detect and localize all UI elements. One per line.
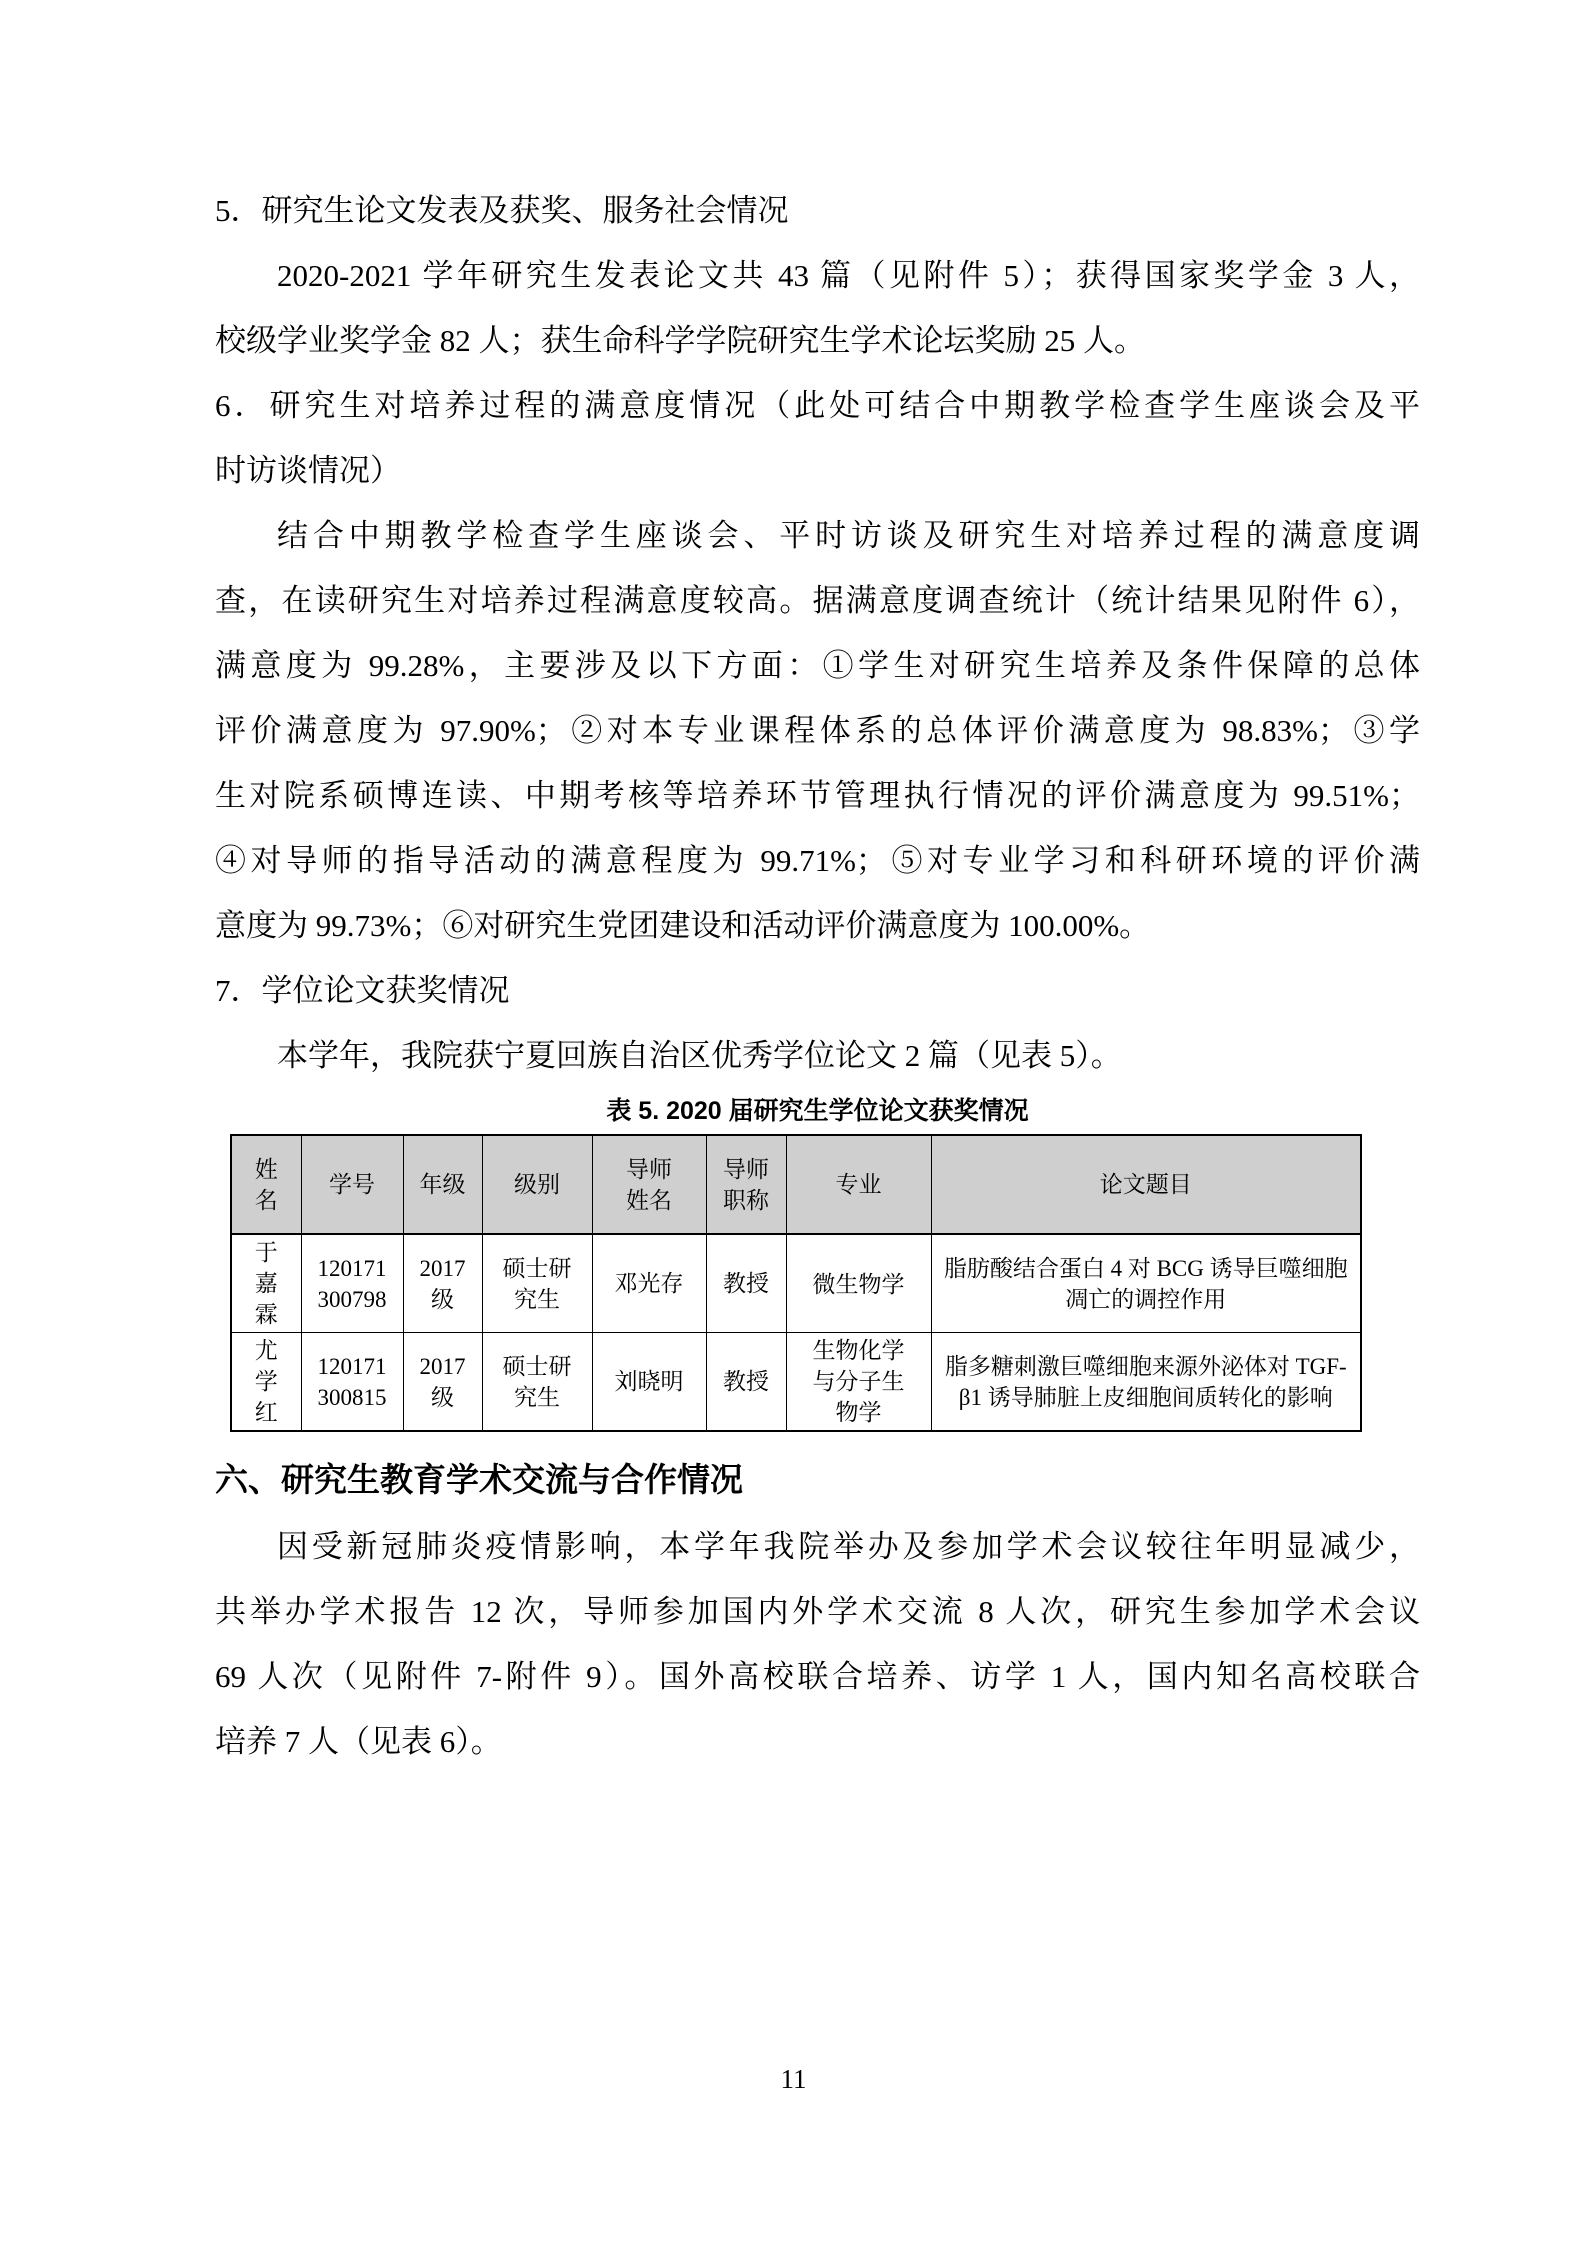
- cell-grade: [403, 1234, 482, 1333]
- text-line: ④对导师的指导活动的满意程度为 99.71%；⑤对专业学习和科研环境的评价满: [215, 843, 1420, 878]
- col-header-student-id-label: 学号: [329, 1172, 375, 1197]
- cell-level: [482, 1234, 592, 1333]
- cell-student-id-value: 120171300798: [317, 1255, 387, 1312]
- text-line: 2020-2021 学年研究生发表论文共 43 篇（见附件 5）；获得国家奖学金 3 人，: [277, 258, 1420, 293]
- text-line: 培养 7 人（见表 6）。: [215, 1724, 502, 1759]
- col-header-thesis-title: [931, 1135, 1361, 1234]
- cell-name: [231, 1333, 301, 1432]
- cell-student-id: [301, 1333, 403, 1432]
- col-header-level: [482, 1135, 592, 1234]
- heading-item-6-cont: 时访谈情况）: [215, 453, 401, 488]
- cell-advisor-name-value: 邓光存: [614, 1271, 684, 1296]
- cell-major: [786, 1333, 931, 1432]
- col-header-major: [786, 1135, 931, 1234]
- cell-advisor-title-value: 教授: [723, 1369, 769, 1394]
- heading-item-5: 5．研究生论文发表及获奖、服务社会情况: [215, 193, 789, 228]
- cell-major-value: 微生物学: [812, 1272, 905, 1298]
- text-line: 满意度为 99.28%，主要涉及以下方面：①学生对研究生培养及条件保障的总体: [215, 648, 1420, 683]
- cell-level-value: 硕士研究生: [502, 1353, 572, 1410]
- cell-grade-value: 2017级: [419, 1353, 466, 1410]
- heading-item-6: 6．研究生对培养过程的满意度情况（此处可结合中期教学检查学生座谈会及平: [215, 388, 1420, 423]
- text-line: 评价满意度为 97.90%；②对本专业课程体系的总体评价满意度为 98.83%；③学: [215, 713, 1420, 748]
- col-header-name: [231, 1135, 301, 1234]
- cell-level: [482, 1333, 592, 1432]
- cell-advisor-title-value: 教授: [723, 1271, 769, 1296]
- text-line: 意度为 99.73%；⑥对研究生党团建设和活动评价满意度为 100.00%。: [215, 908, 1151, 943]
- table-row: [231, 1234, 1361, 1333]
- col-header-level-label: 级别: [514, 1172, 560, 1197]
- text-line: 本学年，我院获宁夏回族自治区优秀学位论文 2 篇（见表 5）。: [277, 1038, 1122, 1073]
- cell-name-value: 尤学红: [254, 1338, 278, 1425]
- text-line: 因受新冠肺炎疫情影响，本学年我院举办及参加学术会议较往年明显减少，: [277, 1529, 1420, 1564]
- col-header-grade: [403, 1135, 482, 1234]
- text-line: 查，在读研究生对培养过程满意度较高。据满意度调查统计（统计结果见附件 6），: [215, 583, 1420, 618]
- cell-thesis-title: 脂多糖刺激巨噬细胞来源外泌体对 TGF-β1 诱导肺脏上皮细胞间质转化的影响: [931, 1333, 1361, 1432]
- col-header-thesis-title-label: 论文题目: [1099, 1172, 1192, 1197]
- cell-level-value: 硕士研究生: [502, 1255, 572, 1312]
- table-row: [231, 1333, 1361, 1432]
- col-header-advisor-name: [592, 1135, 706, 1234]
- table-5-caption: 表 5. 2020 届研究生学位论文获奖情况: [606, 1097, 1029, 1125]
- cell-name: [231, 1234, 301, 1333]
- text-line: 生对院系硕博连读、中期考核等培养环节管理执行情况的评价满意度为 99.51%；: [215, 778, 1420, 813]
- cell-major: [786, 1234, 931, 1333]
- cell-advisor-title: [706, 1234, 786, 1333]
- table-5-awards: [230, 1134, 1362, 1432]
- col-header-major-label: 专业: [835, 1172, 882, 1197]
- col-header-advisor-name-label: 导师姓名: [626, 1156, 672, 1213]
- cell-grade-value: 2017级: [419, 1255, 466, 1312]
- cell-advisor-name: [592, 1333, 706, 1432]
- heading-item-7: 7．学位论文获奖情况: [215, 973, 510, 1008]
- cell-advisor-title: [706, 1333, 786, 1432]
- page-number: 11: [780, 2064, 807, 2094]
- col-header-advisor-title: [706, 1135, 786, 1234]
- col-header-student-id: [301, 1135, 403, 1234]
- heading-section-6: 六、研究生教育学术交流与合作情况: [215, 1463, 743, 1499]
- cell-thesis-title: 脂肪酸结合蛋白 4 对 BCG 诱导巨噬细胞凋亡的调控作用: [931, 1234, 1361, 1333]
- text-line: 69 人次（见附件 7-附件 9）。国外高校联合培养、访学 1 人，国内知名高校联合: [215, 1659, 1420, 1694]
- cell-advisor-name-value: 刘晓明: [614, 1369, 684, 1394]
- text-line: 校级学业奖学金 82 人；获生命科学学院研究生学术论坛奖励 25 人。: [215, 323, 1145, 358]
- col-header-name-label: 姓名: [254, 1156, 278, 1213]
- cell-name-value: 于嘉霖: [254, 1240, 278, 1327]
- document-body: [215, 178, 1420, 1774]
- cell-advisor-name: [592, 1234, 706, 1333]
- text-line: 共举办学术报告 12 次，导师参加国内外学术交流 8 人次，研究生参加学术会议: [215, 1594, 1420, 1629]
- text-line: 结合中期教学检查学生座谈会、平时访谈及研究生对培养过程的满意度调: [277, 518, 1420, 553]
- cell-grade: [403, 1333, 482, 1432]
- col-header-grade-label: 年级: [419, 1172, 466, 1197]
- cell-student-id: [301, 1234, 403, 1333]
- table-header-row: [231, 1135, 1361, 1234]
- cell-student-id-value: 120171300815: [317, 1353, 387, 1410]
- col-header-advisor-title-label: 导师职称: [723, 1156, 769, 1213]
- cell-major-value: 生物化学与分子生物学: [812, 1338, 905, 1425]
